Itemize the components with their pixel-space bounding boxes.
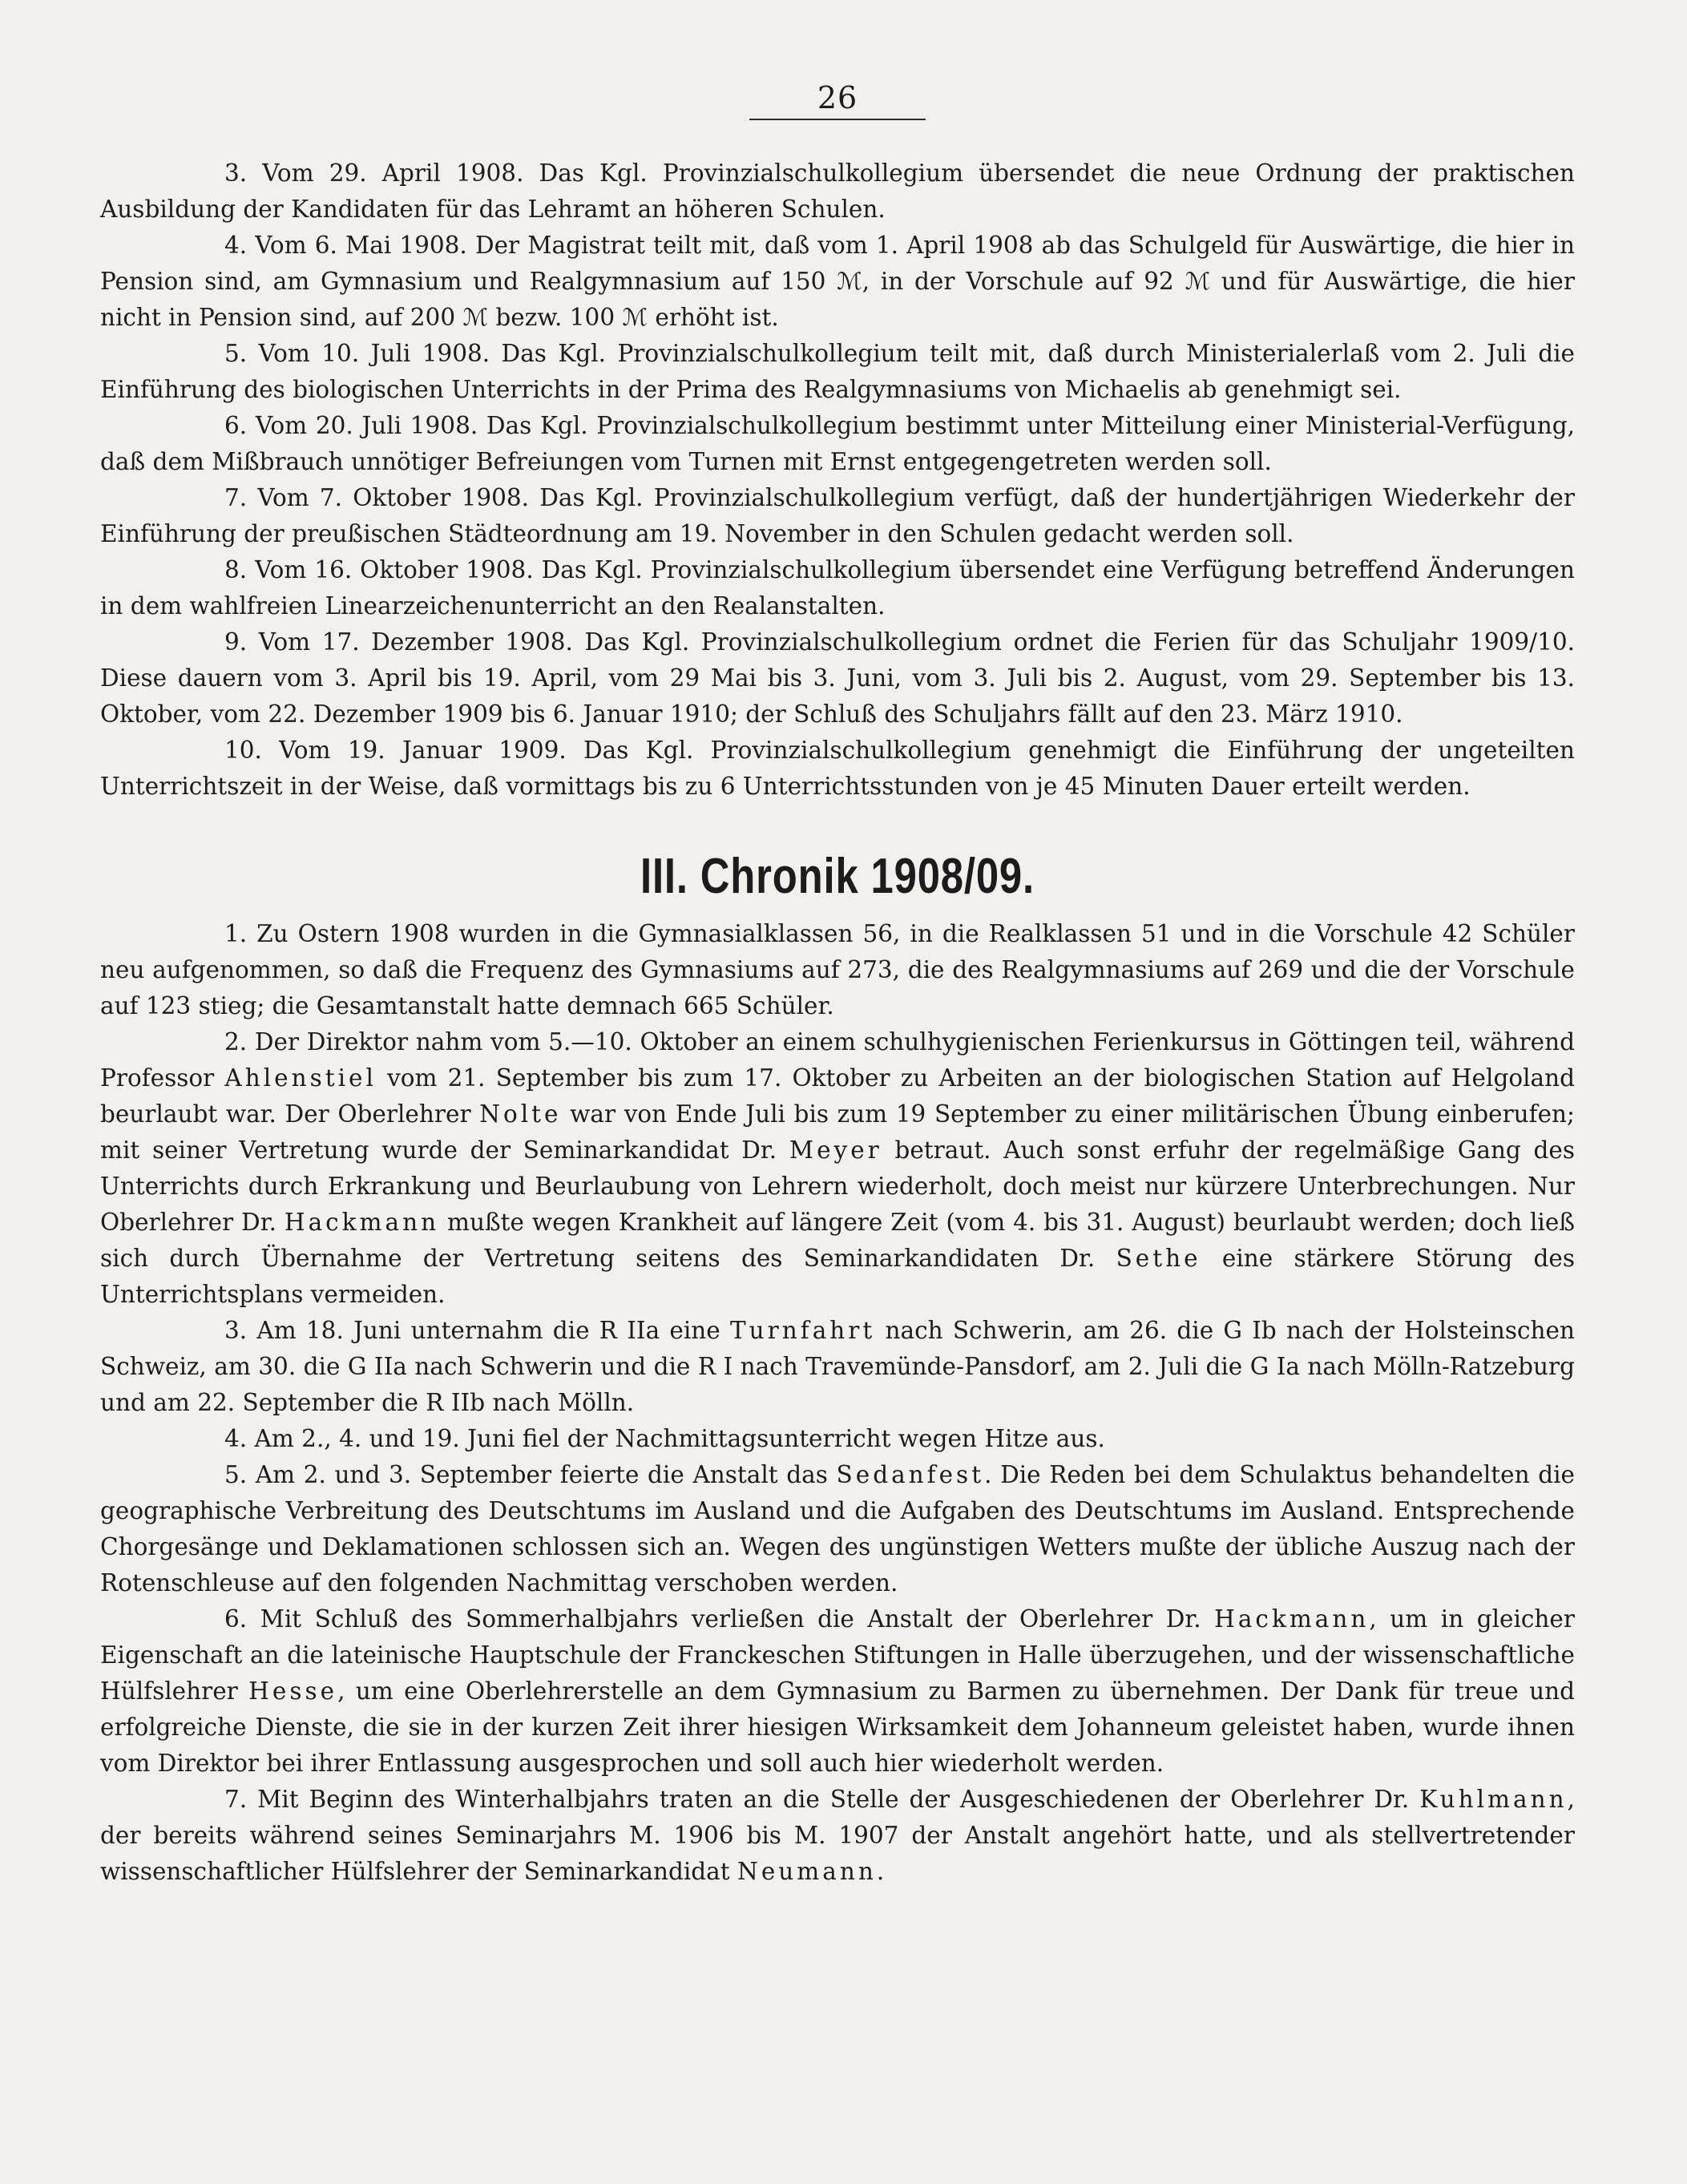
decree-10: 10. Vom 19. Januar 1909. Das Kgl. Provinzialschulkollegium genehmigt die Einführung der ungeteilten Unterrichtszeit in der Weise, daß vormittags bis zu 6 Unterrichtsstunden von je 45 Minuten Dauer erteilt werden. (100, 737, 1575, 800)
text-segment: . Die Reden bei dem Schulaktus behandelten die geographische Verbreitung des Deutschtums im Ausland und die Aufgaben des Deutschtums im Ausland. Entsprechende Chorgesänge und Deklamationen schlossen sich an. Wegen des ungünstigen Wetters mußte der übliche Auszug nach der Rotenschleuse auf den folgenden Nachmittag verschoben werden. (100, 1461, 1575, 1597)
decree-4: 4. Vom 6. Mai 1908. Der Magistrat teilt mit, daß vom 1. April 1908 ab das Schulgeld für Auswärtige, die hier in Pension sind, am Gymnasium und Realgymnasium auf 150 ℳ, in der Vorschule auf 92 ℳ und für Auswärtige, die hier nicht in Pension sind, auf 200 ℳ bezw. 100 ℳ erhöht ist. (100, 232, 1575, 331)
text-segment: 6. Mit Schluß des Sommerhalbjahrs verließen die Anstalt der Oberlehrer Dr. (224, 1605, 1215, 1633)
person-name: Hesse (248, 1677, 338, 1705)
text-segment: 7. Mit Beginn des Winterhalbjahrs traten an die Stelle der Ausgeschiedenen der Oberlehrer Dr. (224, 1786, 1420, 1813)
document-page (100, 80, 1575, 1890)
section-heading: III. Chronik 1908/09. (640, 849, 1035, 904)
page-number: 26 (817, 80, 858, 115)
person-name: Nolte (479, 1100, 562, 1128)
text-segment: 2. Der Direktor nahm vom 5.—10. Oktober an einem schulhygienischen Ferienkursus in Göttingen teil, während Professor (100, 1028, 1575, 1092)
emphasized-term: Sedanfest (836, 1461, 985, 1488)
text-segment: betraut. Auch sonst erfuhr der regelmäßige Gang des Unterrichts durch Erkrankung und Beurlaubung von Lehrern wiederholt, doch meist nur kürzere Unterbrechungen. Nur Oberlehrer Dr. (100, 1136, 1575, 1236)
text-segment: nach Schwerin, am 26. die G Ib nach der Holsteinschen Schweiz, am 30. die G IIa nach Schwerin und die R I nach Travemünde-Pansdorf, am 2. Juli die G Ia nach Mölln-Ratzeburg und am 22. September die R IIb nach Mölln. (100, 1317, 1575, 1416)
emphasized-term: Turnfahrt (730, 1317, 876, 1344)
person-name: Sethe (1116, 1245, 1201, 1272)
person-name: Neumann (737, 1858, 877, 1885)
decree-3: 3. Vom 29. April 1908. Das Kgl. Provinzialschulkollegium übersendet die neue Ordnung der praktischen Ausbildung der Kandidaten für das Lehramt an höheren Schulen. (100, 159, 1575, 223)
decree-7: 7. Vom 7. Oktober 1908. Das Kgl. Provinzialschulkollegium verfügt, daß der hundertjährigen Wiederkehr der Einführung der preußischen Städteordnung am 19. November in den Schulen gedacht werden soll. (100, 484, 1575, 547)
chronik-paragraph-1: 1. Zu Ostern 1908 wurden in die Gymnasialklassen 56, in die Realklassen 51 und in die Vorschule 42 Schüler neu aufgenommen, so daß die Frequenz des Gymnasiums auf 273, die des Realgymnasiums auf 269 und die der Vorschule auf 123 stieg; die Gesamtanstalt hatte demnach 665 Schüler. (100, 920, 1575, 1019)
person-name: Meyer (789, 1136, 882, 1164)
decree-8: 8. Vom 16. Oktober 1908. Das Kgl. Provinzialschulkollegium übersendet eine Verfügung betreffend Änderungen in dem wahlfreien Linearzeichenunterricht an den Realanstalten. (100, 556, 1575, 620)
text-segment: vom 21. September bis zum 17. Oktober zu Arbeiten an der biologischen Station auf Helgoland beurlaubt war. Der Oberlehrer (100, 1064, 1575, 1128)
chronik-paragraph-5 (100, 1457, 1575, 1601)
text-segment: eine stärkere Störung des Unterrichtsplans vermeiden. (100, 1245, 1575, 1308)
decree-5: 5. Vom 10. Juli 1908. Das Kgl. Provinzialschulkollegium teilt mit, daß durch Ministerialerlaß vom 2. Juli die Einführung des biologischen Unterrichts in der Prima des Realgymnasiums von Michaelis ab genehmigt sei. (100, 340, 1575, 403)
person-name: Hackmann (1214, 1605, 1370, 1633)
text-segment: , um eine Oberlehrerstelle an dem Gymnasium zu Barmen zu übernehmen. Der Dank für treue und erfolgreiche Dienste, die sie in der kurzen Zeit ihrer hiesigen Wirksamkeit dem Johanneum geleistet haben, wurde ihnen vom Direktor bei ihrer Entlassung ausgesprochen und soll auch hier wiederholt werden. (100, 1677, 1576, 1777)
decree-9: 9. Vom 17. Dezember 1908. Das Kgl. Provinzialschulkollegium ordnet die Ferien für das Schuljahr 1909/10. Diese dauern vom 3. April bis 19. April, vom 29 Mai bis 3. Juni, vom 3. Juli bis 2. August, vom 29. September bis 13. Oktober, vom 22. Dezember 1909 bis 6. Januar 1910; der Schluß des Schuljahrs fällt auf den 23. März 1910. (100, 628, 1575, 728)
chronik-paragraph-4: 4. Am 2., 4. und 19. Juni fiel der Nachmittagsunterricht wegen Hitze aus. (224, 1425, 1105, 1452)
text-segment: . (876, 1858, 885, 1885)
text-segment: , der bereits während seines Seminarjahrs M. 1906 bis M. 1907 der Anstalt angehört hatte, und als stellvertretender wissenschaftlicher Hülfslehrer der Seminarkandidat (100, 1786, 1575, 1885)
person-name: Hackmann (284, 1209, 440, 1236)
person-name: Ahlenstiel (224, 1064, 377, 1092)
header-rule (749, 119, 926, 120)
chronik-paragraph-7 (100, 1782, 1575, 1890)
text-segment: 3. Am 18. Juni unternahm die R IIa eine (224, 1317, 730, 1344)
chronik-paragraph-3 (100, 1313, 1575, 1421)
text-segment: mußte wegen Krankheit auf längere Zeit (vom 4. bis 31. August) beurlaubt werden; doch ließ sich durch Übernahme der Vertretung seitens des Seminarkandidaten Dr. (100, 1209, 1575, 1272)
chronik-paragraph-6 (100, 1601, 1575, 1782)
chronik-paragraph-2 (100, 1024, 1575, 1313)
text-segment: war von Ende Juli bis zum 19 September zu einer militärischen Übung einberufen; mit seiner Vertretung wurde der Seminarkandidat Dr. (100, 1100, 1575, 1164)
decree-6: 6. Vom 20. Juli 1908. Das Kgl. Provinzialschulkollegium bestimmt unter Mitteilung einer Ministerial-Verfügung, daß dem Mißbrauch unnötiger Befreiungen vom Turnen mit Ernst entgegengetreten werden soll. (100, 412, 1575, 475)
person-name: Kuhlmann (1419, 1786, 1568, 1813)
text-segment: 5. Am 2. und 3. September feierte die Anstalt das (224, 1461, 837, 1488)
text-segment: , um in gleicher Eigenschaft an die lateinische Hauptschule der Franckeschen Stiftungen in Halle überzugehen, und der wissenschaftliche Hülfslehrer (100, 1605, 1575, 1705)
